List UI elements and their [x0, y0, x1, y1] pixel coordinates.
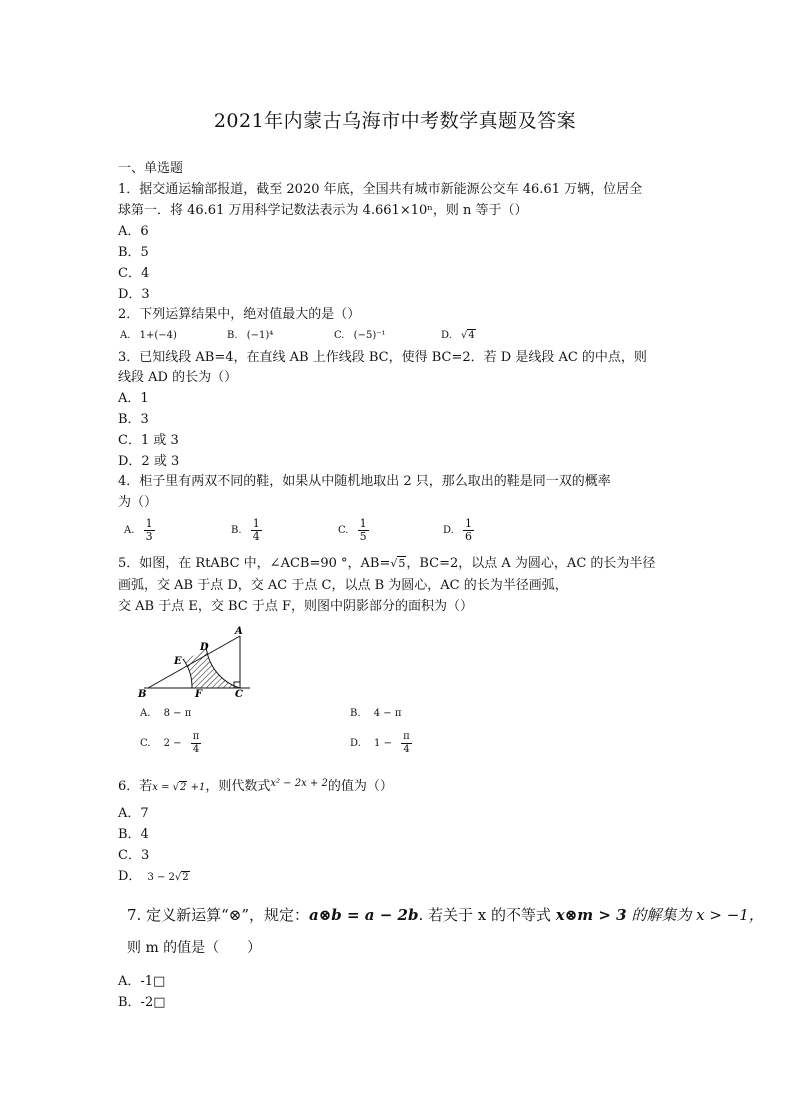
fraction — [358, 518, 369, 543]
option-label: B. — [227, 330, 238, 341]
label-b: B — [138, 689, 147, 698]
q1-stem-line1: 1．据交通运输部报道，截至 2020 年底，全国共有城市新能源公交车 46.61 万辆，位居全 — [118, 182, 643, 197]
option-expression: 2 − — [163, 738, 182, 749]
q4-option-b — [231, 518, 262, 543]
option-expression: 8 − π — [163, 708, 192, 719]
fraction — [401, 731, 412, 756]
label-f: F — [195, 689, 203, 698]
q7-option-a: A．-1□ — [118, 974, 166, 989]
option-label: B. — [350, 708, 361, 719]
q7-stem-line2: 则 m 的值是（ ） — [127, 940, 262, 956]
sqrt-expression: √5 — [390, 557, 406, 570]
q7-definition: a⊗b = a − 2b — [309, 906, 419, 924]
q4-option-d — [443, 518, 474, 543]
option-expression: 3 − 2 — [147, 872, 175, 883]
q4-stem-line1: 4．柜子里有两双不同的鞋，如果从中随机地取出 2 只，那么取出的鞋是同一双的概率 — [118, 474, 611, 489]
q2-option-d — [441, 330, 476, 341]
denominator: 3 — [145, 530, 153, 543]
q4-option-c — [338, 518, 369, 543]
section-heading: 一、单选题 — [118, 161, 184, 176]
fraction — [191, 731, 202, 756]
q3-stem-line2: 线段 AD 的长为（） — [118, 370, 238, 385]
q1-option-b: B．5 — [118, 245, 149, 260]
label-d: D — [200, 642, 209, 653]
q3-option-b: B．3 — [118, 412, 149, 427]
denominator: 5 — [359, 530, 367, 543]
q6-option-d — [118, 868, 190, 887]
q3-stem-line1: 3．已知线段 AB=4，在直线 AB 上作线段 BC，使得 BC=2．若 D 是线段 AC 的中点，则 — [118, 350, 647, 365]
q2-option-c — [334, 330, 386, 341]
option-label: D. — [441, 330, 452, 341]
page-title: 2021年内蒙古乌海市中考数学真题及答案 — [213, 110, 577, 132]
option-label: A. — [120, 330, 131, 341]
numerator: 1 — [465, 517, 473, 530]
sqrt-expression: √2 — [174, 872, 189, 883]
q6-stem — [118, 778, 393, 797]
fraction — [144, 518, 155, 543]
q1-stem-line2: 球第一．将 46.61 万用科学记数法表示为 4.661×10ⁿ，则 n 等于（） — [118, 203, 528, 218]
q5-option-a — [140, 708, 191, 719]
sqrt-expression: √4 — [461, 330, 475, 341]
denominator: 4 — [252, 530, 260, 543]
q7-text-mid: . 若关于 x 的不等式 — [418, 906, 556, 924]
option-expression: (−5)⁻¹ — [353, 330, 386, 341]
denominator: 4 — [192, 744, 200, 755]
radicand: 2 — [180, 782, 187, 793]
option-expression: 1 − — [374, 738, 392, 749]
q5-geometry-figure — [136, 622, 256, 698]
q4-option-a — [124, 518, 155, 543]
option-label: A. — [124, 525, 135, 536]
q6-condition — [152, 782, 205, 793]
option-label: A. — [140, 708, 151, 719]
label-e: E — [174, 656, 182, 667]
option-label: D． — [118, 869, 142, 884]
fraction — [251, 518, 262, 543]
fraction — [463, 518, 474, 543]
q5-stem-line3: 交 AB 于点 E，交 BC 于点 F，则图中阴影部分的面积为（） — [118, 599, 473, 614]
sqrt-expression: √2 — [172, 782, 187, 793]
q6-option-c: C．3 — [118, 848, 150, 863]
q1-option-a: A．6 — [118, 224, 149, 239]
q3-option-c: C．1 或 3 — [118, 433, 179, 448]
option-label: C. — [338, 525, 349, 536]
option-label: B. — [231, 525, 242, 536]
numerator: π — [192, 731, 200, 742]
option-expression: 1+(−4) — [139, 330, 177, 341]
q5-stem-line1 — [118, 555, 655, 573]
q5-option-d — [350, 731, 412, 756]
condition-b: +1 — [187, 782, 206, 793]
q6-text-post: 的值为（） — [327, 779, 393, 794]
q7-text-pre: 7. 定义新运算“⊗”，规定： — [127, 906, 309, 924]
q5-option-b — [350, 708, 401, 719]
denominator: 6 — [465, 530, 473, 543]
numerator: 1 — [145, 517, 153, 530]
radicand: 2 — [182, 872, 189, 883]
q6-option-b: B．4 — [118, 827, 149, 842]
numerator: 1 — [252, 517, 260, 530]
radicand: 5 — [398, 557, 406, 570]
q1-option-d: D．3 — [118, 287, 150, 302]
q6-option-a: A．7 — [118, 806, 149, 821]
q5-stem-line2: 画弧，交 AB 于点 D，交 AC 于点 C，以点 B 为圆心，AC 的长为半径画弧， — [118, 578, 568, 593]
q5-text-b: ，BC=2，以点 A 为圆心，AC 的长为半径 — [406, 556, 656, 571]
q1-option-c: C．4 — [118, 266, 150, 281]
q6-expression: x² − 2x + 2 — [270, 778, 328, 789]
q6-text-pre: 6．若 — [118, 779, 153, 794]
denominator: 4 — [403, 744, 410, 755]
radicand: 4 — [468, 330, 475, 341]
numerator: π — [403, 731, 410, 742]
option-expression: (−1)⁴ — [246, 330, 274, 341]
q4-stem-line2: 为（） — [118, 495, 158, 510]
option-expression: 4 − π — [373, 708, 402, 719]
condition-a: x = — [152, 782, 173, 793]
q5-option-c — [140, 731, 201, 756]
q3-option-d: D．2 或 3 — [118, 454, 180, 469]
numerator: 1 — [359, 517, 367, 530]
option-label: D. — [350, 738, 361, 749]
label-a: A — [235, 626, 243, 637]
q7-inequality: x⊗m > 3 — [555, 906, 627, 924]
option-label: C. — [334, 330, 345, 341]
q7-stem-line1 — [127, 904, 764, 925]
q7-option-b: B．-2□ — [118, 995, 166, 1010]
q6-text-mid: ，则代数式 — [205, 779, 271, 794]
q5-text-a: 5．如图，在 RtABC 中，∠ACB=90 °，AB= — [118, 556, 391, 571]
option-label: D. — [443, 525, 454, 536]
q7-text-post: 的解集为 x > −1， — [626, 906, 764, 924]
q3-option-a: A．1 — [118, 391, 149, 406]
q2-stem: 2．下列运算结果中，绝对值最大的是（） — [118, 307, 361, 322]
q2-option-a — [120, 330, 177, 341]
q2-option-b — [227, 330, 273, 341]
option-label: C. — [140, 738, 151, 749]
label-c: C — [235, 689, 243, 698]
